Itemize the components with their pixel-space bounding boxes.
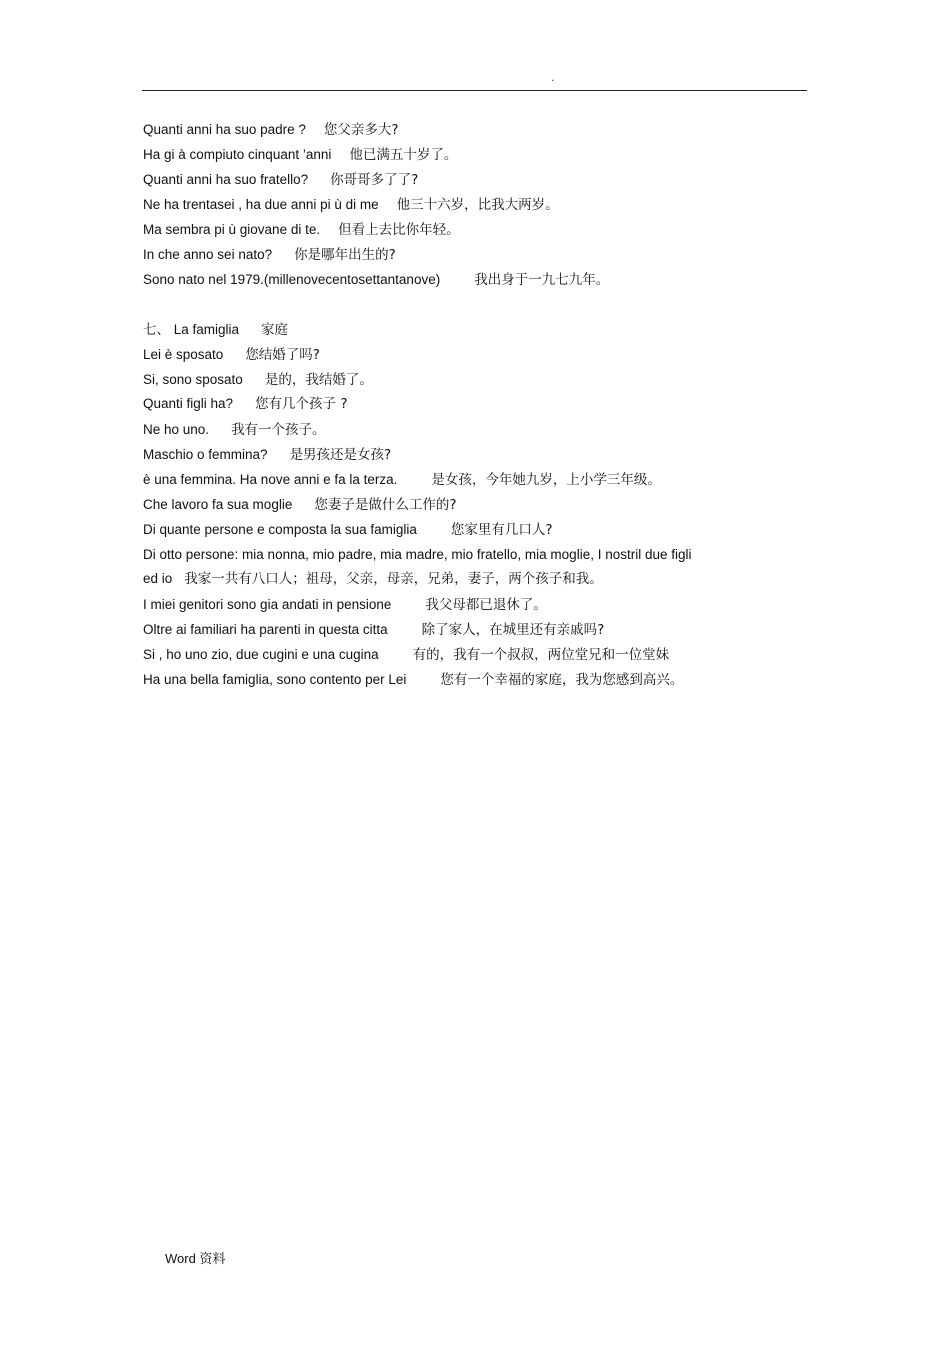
italian-text: Che lavoro fa sua moglie — [143, 497, 293, 512]
text-line — [143, 246, 396, 264]
text-line — [143, 671, 683, 689]
italian-text: Ha una bella famiglia, sono contento per Lei — [143, 672, 407, 687]
italian-text: Di otto persone: mia nonna, mio padre, mia madre, mio fratello, mia moglie, I nostril due figli — [143, 547, 692, 562]
text-line — [143, 496, 457, 514]
footer-label: 资料 — [199, 1252, 226, 1267]
italian-text: Quanti anni ha suo fratello? — [143, 172, 309, 187]
chinese-text: 您妻子是做什么工作的? — [314, 497, 457, 513]
section-heading-chinese: 家庭 — [261, 322, 289, 338]
chinese-text: 但看上去比你年轻。 — [338, 222, 460, 238]
italian-text: Quanti figli ha? — [143, 396, 234, 411]
text-line — [143, 646, 669, 664]
header-rule — [142, 90, 807, 91]
text-line — [143, 570, 603, 588]
chinese-text: 我家一共有八口人；祖母，父亲，母亲，兄弟，妻子，两个孩子和我。 — [184, 571, 603, 587]
chinese-text: 除了家人，在城里还有亲戚吗? — [421, 622, 605, 638]
italian-text: Ha gi à compiuto cinquant ’anni — [143, 147, 332, 162]
text-line — [143, 521, 553, 539]
chinese-text: 他已满五十岁了。 — [349, 147, 458, 163]
chinese-text: 我父母都已退休了。 — [425, 597, 547, 613]
italian-text: Ma sembra pi ù giovane di te. — [143, 222, 321, 237]
text-line — [143, 596, 547, 614]
footer-word: Word — [165, 1251, 196, 1266]
chinese-text: 您有几个孩子 ? — [255, 396, 348, 412]
italian-text: I miei genitori sono gia andati in pensione — [143, 597, 392, 612]
page-footer — [165, 1251, 225, 1268]
header-dot: . — [551, 71, 555, 84]
text-line — [143, 546, 692, 564]
italian-text: ed io — [143, 571, 173, 586]
text-line — [143, 346, 320, 364]
chinese-text: 您家里有几口人? — [450, 522, 553, 538]
text-line — [143, 395, 348, 413]
text-line — [143, 196, 559, 214]
chinese-text: 是的，我结婚了。 — [264, 372, 373, 388]
italian-text: In che anno sei nato? — [143, 247, 273, 262]
italian-text: è una femmina. Ha nove anni e fa la terza. — [143, 472, 398, 487]
text-line — [143, 146, 457, 164]
text-line — [143, 446, 391, 464]
text-line — [143, 621, 604, 639]
italian-text: Ne ho uno. — [143, 422, 210, 437]
chinese-text: 你哥哥多了了? — [330, 172, 419, 188]
italian-text: Lei è sposato — [143, 347, 224, 362]
section-heading — [143, 321, 288, 339]
chinese-text: 我出身于一九七九年。 — [474, 272, 610, 288]
italian-text: Oltre ai familiari ha parenti in questa citta — [143, 622, 388, 637]
italian-text: Quanti anni ha suo padre ? — [143, 122, 306, 137]
chinese-text: 有的，我有一个叔叔，两位堂兄和一位堂妹 — [412, 647, 670, 663]
italian-text: Ne ha trentasei , ha due anni pi ù di me — [143, 197, 379, 212]
text-line — [143, 471, 661, 489]
text-line — [143, 171, 418, 189]
chinese-text: 是男孩还是女孩? — [289, 447, 392, 463]
italian-text: Si , ho uno zio, due cugini e una cugina — [143, 647, 379, 662]
chinese-text: 他三十六岁，比我大两岁。 — [396, 197, 559, 213]
italian-text: Maschio o femmina? — [143, 447, 268, 462]
chinese-text: 你是哪年出生的? — [294, 247, 396, 263]
chinese-text: 您有一个幸福的家庭，我为您感到高兴。 — [440, 672, 684, 688]
chinese-text: 我有一个孩子。 — [231, 422, 326, 438]
text-line — [143, 371, 373, 389]
text-line — [143, 121, 399, 139]
text-line — [143, 221, 460, 239]
italian-text: Di quante persone e composta la sua famiglia — [143, 522, 417, 537]
italian-text: Si, sono sposato — [143, 372, 243, 387]
text-line — [143, 421, 326, 439]
chinese-text: 您父亲多大? — [323, 122, 399, 138]
text-line — [143, 271, 609, 289]
chinese-text: 您结婚了吗? — [245, 347, 320, 363]
section-heading-italian: 七、 La famiglia — [143, 322, 240, 337]
chinese-text: 是女孩，今年她九岁，上小学三年级。 — [431, 472, 661, 488]
italian-text: Sono nato nel 1979.(millenovecentosettantanove) — [143, 272, 441, 287]
